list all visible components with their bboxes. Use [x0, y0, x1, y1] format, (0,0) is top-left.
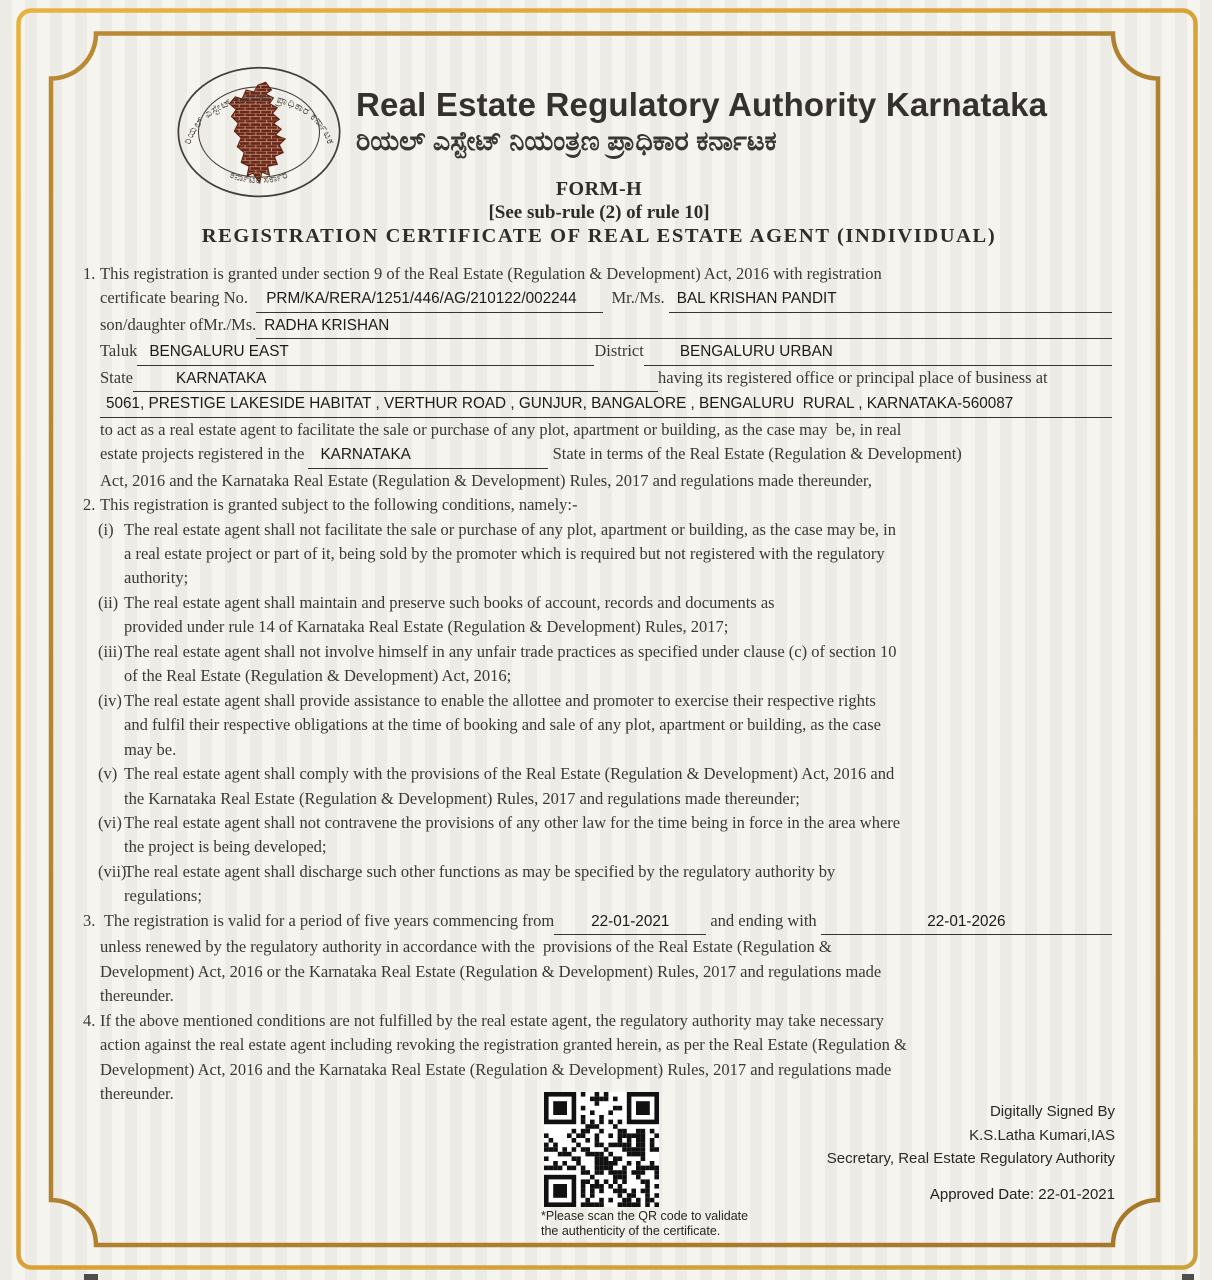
signature-block — [827, 1100, 1115, 1171]
signer-name: K.S.Latha Kumari,IAS — [969, 1126, 1115, 1144]
text-line — [100, 366, 1112, 392]
clause-content — [100, 262, 1112, 493]
static-text: provided under rule 14 of Karnataka Real Estate (Regulation & Development) Rules, 2017; — [124, 617, 729, 637]
static-text: having its registered office or principal place of business at — [658, 367, 1048, 387]
document-title: REGISTRATION CERTIFICATE OF REAL ESTATE AGENT (INDIVIDUAL) — [201, 225, 997, 247]
static-text: may be. — [124, 739, 177, 759]
text-line — [124, 615, 1112, 639]
static-text: a real estate project or part of it, being sold by the promoter which is required but not registered with the regulatory — [124, 543, 885, 563]
signer-title: Secretary, Real Estate Regulatory Authority — [826, 1150, 1115, 1167]
static-text: The real estate agent shall not contravene the provisions of any other law for the time being in force in the area where — [124, 812, 901, 832]
qr-caption-line2: the authenticity of the certificate. — [541, 1223, 721, 1238]
static-text: The real estate agent shall comply with the provisions of the Real Estate (Regulation & Development) Act, 2016 and — [124, 764, 895, 784]
clause-number: (vii) — [98, 861, 127, 881]
form-number: FORM-H — [555, 178, 643, 200]
static-text: State — [100, 367, 133, 387]
static-text: thereunder. — [100, 986, 174, 1006]
clause-content — [124, 762, 1112, 811]
text-line — [124, 762, 1112, 786]
form-heading — [0, 178, 1198, 249]
text-line — [100, 469, 1112, 493]
static-text: unless renewed by the regulatory authority in accordance with the provisions of the Real Estate (Regulation & — [100, 937, 832, 957]
text-line — [124, 713, 1112, 737]
static-text: and ending with — [706, 910, 821, 930]
static-text: The real estate agent shall provide assistance to enable the allottee and promoter to exercise their respective rights — [124, 690, 876, 710]
static-text: estate projects registered in the — [100, 444, 309, 464]
clause-number: 2. — [83, 495, 96, 515]
static-text: This registration is granted under section 9 of the Real Estate (Regulation & Development) Act, 2016 with registration — [100, 264, 882, 283]
static-text: regulations; — [124, 886, 202, 906]
text-line — [124, 542, 1112, 566]
clause-content — [124, 811, 1112, 860]
text-line — [100, 286, 1112, 312]
clause-content — [100, 909, 1112, 1009]
clause-content — [124, 860, 1112, 909]
clause-content — [124, 518, 1112, 591]
clause-item — [83, 262, 1112, 493]
sub-rule-reference: [See sub-rule (2) of rule 10] — [488, 202, 710, 223]
static-text: Act, 2016 and the Karnataka Real Estate (Regulation & Development) Rules, 2017 and regulations made thereunder, — [100, 470, 872, 490]
text-line — [100, 935, 1112, 959]
clause-content — [124, 591, 1112, 640]
text-line — [100, 442, 1112, 468]
header-titles — [356, 86, 1076, 158]
condition-item — [83, 811, 1112, 860]
qr-block — [541, 1092, 749, 1238]
static-text: and fulfil their respective obligations at the time of booking and sale of any plot, apartment or building, as the case — [124, 715, 881, 735]
business-address-field: 5061, PRESTIGE LAKESIDE HABITAT , VERTHUR ROAD , GUNJUR, BANGALORE , BENGALURU RURAL , KARNATAKA-560087 — [100, 392, 1112, 417]
static-text: State in terms of the Real Estate (Regulation & Development) — [548, 444, 962, 464]
condition-item — [83, 640, 1112, 689]
text-line — [124, 884, 1112, 908]
condition-item — [83, 762, 1112, 811]
text-line — [124, 738, 1112, 762]
condition-item — [83, 860, 1112, 909]
static-text: the Karnataka Real Estate (Regulation & Development) Rules, 2017 and regulations made thereunder; — [124, 788, 800, 808]
approved-date: Approved Date: 22-01-2021 — [929, 1186, 1115, 1203]
text-line — [100, 339, 1112, 365]
clause-number: 1. — [83, 264, 96, 283]
registration-no-field: PRM/KA/RERA/1251/446/AG/210122/002244 — [256, 287, 603, 312]
clause-number: (ii) — [98, 592, 119, 612]
taluk-field: BENGALURU EAST — [137, 340, 594, 365]
static-text: The real estate agent shall not involve himself in any unfair trade practices as specified under clause (c) of section 10 — [124, 641, 897, 661]
text-line — [100, 1058, 1112, 1082]
text-line — [124, 860, 1112, 884]
clause-item — [83, 493, 1112, 517]
clause-number: 4. — [83, 1010, 96, 1030]
static-text: thereunder. — [100, 1083, 174, 1103]
static-text: Mr./Ms. — [603, 288, 669, 308]
static-text: If the above mentioned conditions are not fulfilled by the real estate agent, the regulatory authority may take necessary — [100, 1010, 884, 1030]
district-field: BENGALURU URBAN — [644, 340, 1112, 365]
clause-number: (vi) — [98, 812, 122, 832]
text-line — [124, 811, 1112, 835]
text-line — [124, 835, 1112, 859]
static-text: This registration is granted subject to the following conditions, namely:- — [100, 495, 578, 515]
valid-to-field: 22-01-2026 — [821, 910, 1112, 935]
condition-item — [83, 518, 1112, 591]
text-line — [100, 1009, 1112, 1033]
text-line — [100, 392, 1112, 417]
clause-number: (i) — [98, 519, 114, 539]
text-line — [124, 566, 1112, 590]
scan-artifact — [1182, 1274, 1194, 1280]
clause-content — [124, 640, 1112, 689]
clause-number: 3. — [83, 910, 96, 930]
text-line — [124, 664, 1112, 688]
condition-item — [83, 689, 1112, 762]
authority-title-en: Real Estate Regulatory Authority Karnataka — [356, 86, 1048, 123]
static-text: The real estate agent shall not facilitate the sale or purchase of any plot, apartment or building, as the case may be, in — [124, 519, 897, 539]
text-line — [100, 493, 1112, 517]
static-text: son/daughter ofMr./Ms. — [100, 314, 257, 334]
seal-bottom-text: ಕರ್ನಾಟಕ ಸರ್ಕಾರ — [228, 169, 290, 187]
scan-artifact — [84, 1274, 98, 1280]
static-text: Taluk — [100, 341, 138, 361]
static-text: The real estate agent shall maintain and preserve such books of account, records and documents as — [124, 592, 775, 612]
static-text: to act as a real estate agent to facilitate the sale or purchase of any plot, apartment or building, as the case may be, in real — [100, 419, 902, 439]
valid-from-field: 22-01-2021 — [554, 910, 706, 935]
static-text: District — [594, 341, 644, 361]
static-text: The real estate agent shall discharge such other functions as may be specified by the regulatory authority by — [124, 861, 836, 881]
text-line — [100, 262, 1112, 286]
qr-caption-line1: *Please scan the QR code to validate — [541, 1209, 749, 1223]
project-state-field: KARNATAKA — [308, 443, 548, 468]
seal-arc-text: ರಿಯಲ್ ಎಸ್ಟೇಟ್ ನಿಯಂತ್ರಣ ಪ್ರಾಧಿಕಾರ ಕರ್ನಾಟಕ — [181, 91, 337, 146]
static-text: Development) Act, 2016 or the Karnataka Real Estate (Regulation & Development) Rules, 2017 and regulations made — [100, 961, 882, 981]
static-text: action against the real estate agent including revoking the registration granted herein, as per the Real Estate (Regulation & — [100, 1035, 907, 1055]
parent-name-field: RADHA KRISHAN — [256, 314, 1112, 339]
clause-number: (v) — [98, 764, 118, 784]
clause-number: (iv) — [98, 690, 122, 710]
text-line — [124, 640, 1112, 664]
agent-name-field: BAL KRISHAN PANDIT — [669, 287, 1112, 312]
clause-number: (iii) — [98, 641, 123, 661]
digitally-signed-label: Digitally Signed By — [989, 1103, 1115, 1120]
static-text: certificate bearing No. — [100, 288, 257, 308]
clause-item — [83, 909, 1112, 1009]
text-line — [100, 418, 1112, 442]
static-text: authority; — [124, 568, 189, 588]
static-text: Development) Act, 2016 and the Karnataka Real Estate (Regulation & Development) Rules, 2017 and regulations made — [100, 1059, 892, 1079]
static-text: of the Real Estate (Regulation & Development) Act, 2016; — [124, 666, 512, 686]
static-text: The registration is valid for a period of five years commencing from — [100, 910, 555, 930]
text-line — [100, 909, 1112, 935]
qr-code — [544, 1092, 659, 1207]
condition-item — [83, 591, 1112, 640]
text-line — [124, 787, 1112, 811]
text-line — [124, 518, 1112, 542]
body-blocks — [83, 262, 1112, 1106]
static-text: the project is being developed; — [124, 837, 327, 857]
authority-title-kn: ರಿಯಲ್ ಎಸ್ಟೇಟ್ ನಿಯಂತ್ರಣ ಪ್ರಾಧಿಕಾರ ಕರ್ನಾಟಕ — [356, 126, 777, 156]
text-line — [100, 313, 1112, 339]
state-field: KARNATAKA — [133, 367, 658, 392]
text-line — [100, 984, 1112, 1008]
text-line — [100, 960, 1112, 984]
text-line — [124, 591, 1112, 615]
text-line — [124, 689, 1112, 713]
text-line — [100, 1033, 1112, 1057]
clause-content — [100, 493, 1112, 517]
clause-content — [124, 689, 1112, 762]
